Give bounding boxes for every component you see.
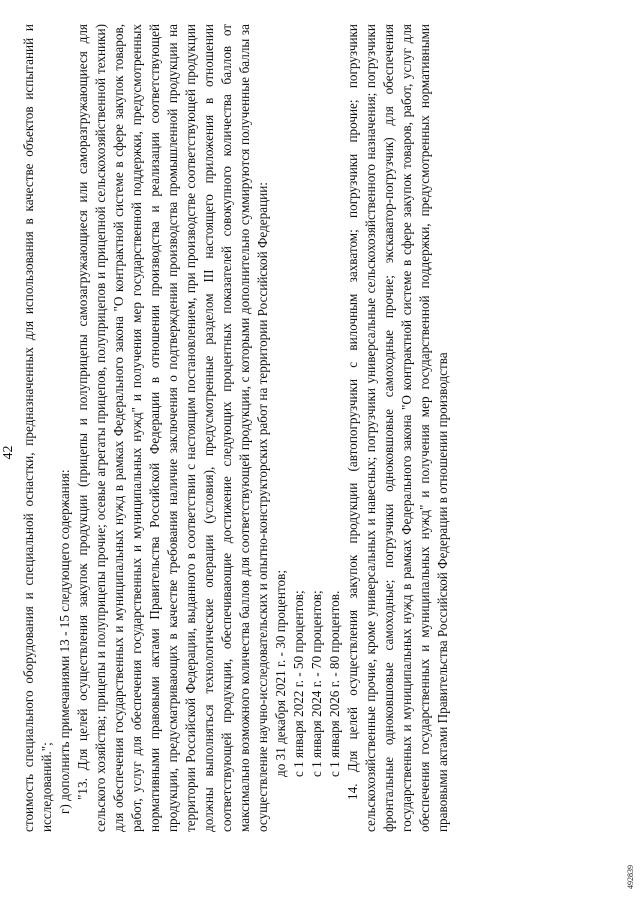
document-code: 492839 (626, 865, 635, 889)
paragraph: с 1 января 2024 г. - 70 процентов; (309, 590, 324, 777)
paragraph: "13. Для целей осуществления закупок продукции (прицепы и полуприцепы самозагружающиеся или саморазгружающиеся для сельского хозяйства; прицепы и полуприцепы прочие; осевые агрегаты прицепов, полуприцепов и прицепной сельскохозяйственной техники) для обеспечения государственных и муниципальных нужд в рамках Федерального закона "О контрактной системе в сфере закупок товаров, работ, услуг для обеспечения государственных и муниципальных нужд" и получения мер государственной поддержки, предусмотренных нормативными правовыми актами Правительства Российской Федерации в отношении производства и реализации соответствующей продукции, предусматривающих в качестве требования наличие заключения о подтверждении производства промышленной продукции на территории Российской Федерации, выданного в соответствии с настоящим постановлением, при производстве соответствующей продукции должны выполняться технологические операции (условия), предусмотренные разделом III настоящего приложения в отношении соответствующей продукции, обеспечивающие достижение следующих процентных показателей совокупного количества баллов от максимально возможного количества баллов для соответствующей продукции, с которыми дополнительно суммируются полученные баллы за осуществление научно-исследовательских и опытно-конструкторских работ на территории Российской Федерации: (75, 24, 270, 832)
paragraph: до 31 декабря 2021 г. - 30 процентов; (273, 569, 288, 777)
paragraph: с 1 января 2026 г. - 80 процентов. (327, 590, 342, 777)
document-body (20, 24, 452, 832)
paragraph: 14. Для целей осуществления закупок продукции (автопогрузчики с вилочным захватом; погрузчики прочие; погрузчики сельскохозяйственные прочие, кроме универсальных и навесных; погрузчики универсальные сельскохозяйственного назначения; погрузчики фронтальные одноковшовые самоходные; погрузчики одноковшовые самоходные прочие; экскаватор-погрузчик) для обеспечения государственных и муниципальных нужд в рамках Федерального закона "О контрактной системе в сфере закупок товаров, работ, услуг для обеспечения государственных и муниципальных нужд" и получения мер государственной поддержки, предусмотренных нормативными правовыми актами Правительства Российской Федерации в отношении производства (345, 24, 450, 832)
paragraph: г) дополнить примечаниями 13 - 15 следующего содержания: (57, 469, 72, 814)
paragraph: с 1 января 2022 г. - 50 процентов; (291, 590, 306, 777)
paragraph: стоимость специального оборудования и специальной оснастки, предназначенных для использования в качестве объектов испытаний и исследований."; (21, 24, 54, 832)
page-number: 42 (1, 445, 16, 460)
